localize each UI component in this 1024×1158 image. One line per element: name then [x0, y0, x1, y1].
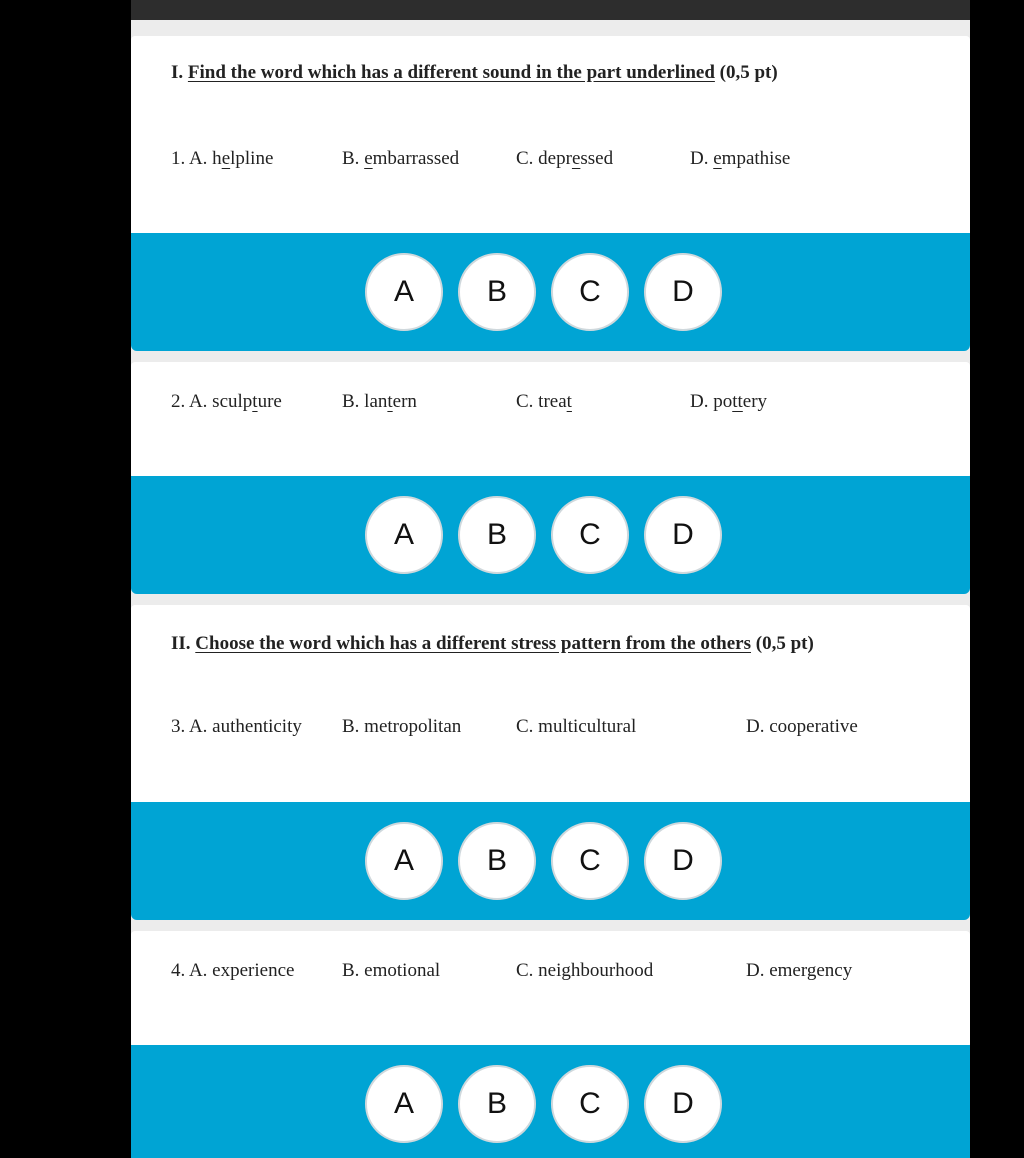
question-card-2	[131, 362, 970, 478]
answer-d-button[interactable]: D	[644, 253, 722, 331]
option-c: C. depressed	[516, 148, 614, 169]
answer-b-button[interactable]: B	[458, 822, 536, 900]
top-bar	[131, 0, 970, 20]
section-heading	[171, 633, 814, 655]
option-d: D. pottery	[690, 391, 768, 412]
option-b: B. metropolitan	[342, 716, 462, 737]
question-card-1	[131, 36, 970, 236]
answer-c-button[interactable]: C	[551, 1065, 629, 1143]
section-number: II.	[171, 633, 191, 654]
question-card-3	[131, 605, 970, 805]
option-d: D. empathise	[690, 148, 791, 169]
option-a: 1. A. helpline	[171, 148, 274, 169]
answer-d-button[interactable]: D	[644, 496, 722, 574]
option-b: B. embarrassed	[342, 148, 460, 169]
option-a: 2. A. sculpture	[171, 391, 282, 412]
answer-c-button[interactable]: C	[551, 822, 629, 900]
answer-b-button[interactable]: B	[458, 1065, 536, 1143]
answer-bar-3	[131, 802, 970, 920]
option-b: B. emotional	[342, 960, 441, 981]
answer-a-button[interactable]: A	[365, 496, 443, 574]
option-a: 4. A. experience	[171, 960, 295, 981]
option-c: C. multicultural	[516, 716, 637, 737]
option-c: C. neighbourhood	[516, 960, 654, 981]
section-points: (0,5 pt)	[719, 62, 778, 83]
answer-c-button[interactable]: C	[551, 253, 629, 331]
section-instruction: Choose the word which has a different stress pattern from the others	[195, 633, 752, 654]
answer-a-button[interactable]: A	[365, 1065, 443, 1143]
answer-c-button[interactable]: C	[551, 496, 629, 574]
section-points: (0,5 pt)	[755, 633, 814, 654]
answer-a-button[interactable]: A	[365, 822, 443, 900]
option-d: D. cooperative	[746, 716, 858, 737]
answer-a-button[interactable]: A	[365, 253, 443, 331]
quiz-panel	[131, 0, 970, 1158]
option-d: D. emergency	[746, 960, 853, 981]
question-card-4	[131, 931, 970, 1047]
answer-d-button[interactable]: D	[644, 822, 722, 900]
section-instruction: Find the word which has a different sound in the part underlined	[187, 62, 715, 83]
answer-b-button[interactable]: B	[458, 253, 536, 331]
answer-bar-2	[131, 476, 970, 594]
answer-bar-1	[131, 233, 970, 351]
option-c: C. treat	[516, 391, 572, 412]
section-number: I.	[171, 62, 184, 83]
answer-bar-4	[131, 1045, 970, 1158]
section-heading	[171, 62, 778, 84]
option-a: 3. A. authenticity	[171, 716, 302, 737]
answer-d-button[interactable]: D	[644, 1065, 722, 1143]
option-b: B. lantern	[342, 391, 417, 412]
answer-b-button[interactable]: B	[458, 496, 536, 574]
